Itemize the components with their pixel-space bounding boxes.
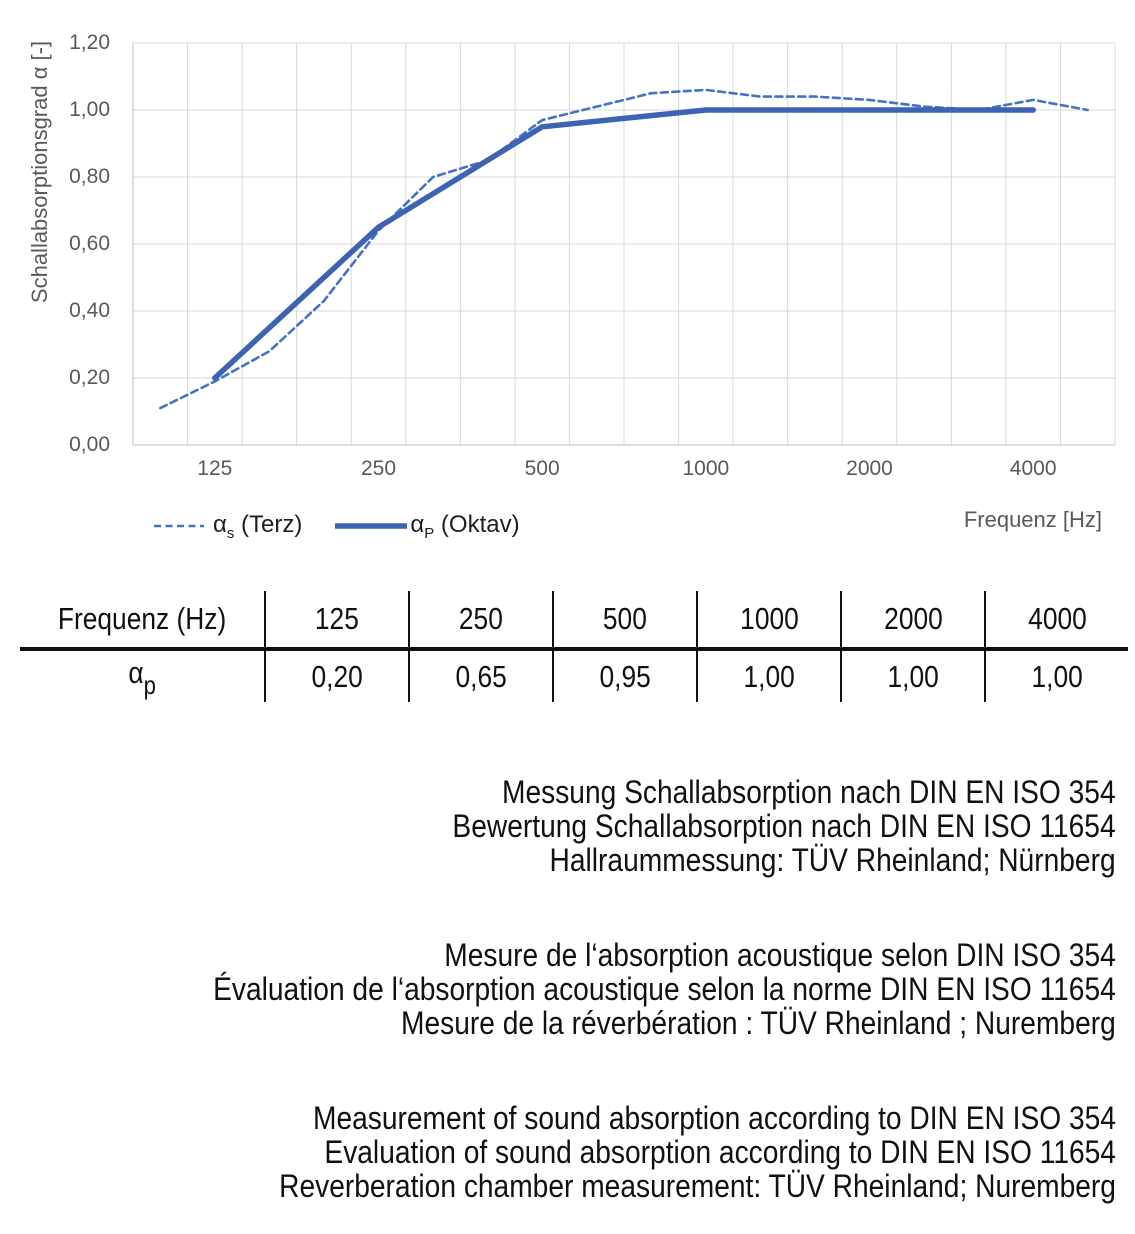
x-tick-label: 4000 bbox=[1009, 457, 1057, 480]
y-tick-label: 0,80 bbox=[69, 165, 110, 188]
note-line: Measurement of sound absorption according to DIN EN ISO 354 bbox=[313, 1100, 1116, 1136]
x-tick-label: 1000 bbox=[682, 457, 730, 480]
table-value-row-cell: 0,20 bbox=[264, 651, 408, 702]
note-line: Reverberation chamber measurement: TÜV Rheinland; Nuremberg bbox=[279, 1168, 1116, 1204]
note-line: Évaluation de l‘absorption acoustique selon la norme DIN EN ISO 11654 bbox=[213, 971, 1116, 1007]
y-tick-label: 0,20 bbox=[69, 366, 110, 389]
y-tick-label: 0,00 bbox=[69, 433, 110, 456]
note-line: Mesure de la réverbération : TÜV Rheinland ; Nuremberg bbox=[401, 1005, 1117, 1041]
x-tick-label: 2000 bbox=[846, 457, 893, 480]
y-tick-label: 0,40 bbox=[69, 299, 110, 322]
table-value-row bbox=[20, 651, 1128, 702]
solid-line-swatch-icon bbox=[334, 513, 408, 539]
y-axis-title: Schallabsorptionsgrad α [-] bbox=[27, 40, 52, 304]
notes-english bbox=[165, 1101, 1116, 1203]
table-value-row-cell: 1,00 bbox=[840, 651, 984, 702]
note-line: Messung Schallabsorption nach DIN EN ISO 354 bbox=[502, 774, 1116, 810]
table-header-row-label-cell: Frequenz (Hz) bbox=[57, 601, 227, 636]
legend-label-oktav: $\alpha_P$ (Oktav) bbox=[410, 511, 520, 542]
table-header-row-cell: 1000 bbox=[696, 591, 840, 647]
note-line: Mesure de l‘absorption acoustique selon DIN ISO 354 bbox=[444, 937, 1116, 973]
note-line: Hallraummessung: TÜV Rheinland; Nürnberg bbox=[549, 842, 1116, 878]
x-tick-label: 500 bbox=[524, 457, 560, 480]
legend-label-terz: $\alpha_s$ (Terz) bbox=[213, 511, 303, 542]
x-tick-label: 125 bbox=[197, 457, 233, 480]
table-value-row-cell: 1,00 bbox=[984, 651, 1128, 702]
table-header-row-cell: 2000 bbox=[840, 591, 984, 647]
y-tick-label: 1,00 bbox=[69, 98, 110, 121]
table-header-row bbox=[20, 591, 1128, 651]
table-value-row-cell: 0,65 bbox=[408, 651, 552, 702]
table-header-row-cell: 4000 bbox=[984, 591, 1128, 647]
table-value-row-label-cell: $\alpha_p$ bbox=[128, 655, 156, 700]
table-value-row-cell: 1,00 bbox=[696, 651, 840, 702]
y-tick-label: 1,20 bbox=[69, 31, 110, 54]
dashed-line-swatch-icon bbox=[153, 513, 205, 539]
x-axis-title: Frequenz [Hz] bbox=[963, 507, 1102, 532]
table-value-row-cell: 0,95 bbox=[552, 651, 696, 702]
table-header-row-cell: 250 bbox=[408, 591, 552, 647]
note-line: Bewertung Schallabsorption nach DIN EN ISO 11654 bbox=[452, 808, 1116, 844]
legend-item-oktav bbox=[334, 511, 519, 542]
notes-german bbox=[362, 775, 1116, 877]
legend-item-terz bbox=[153, 511, 302, 542]
x-tick-label: 250 bbox=[360, 457, 397, 480]
y-tick-label: 0,60 bbox=[69, 232, 110, 255]
chart-legend bbox=[153, 511, 520, 542]
notes-french bbox=[90, 938, 1116, 1040]
frequency-table bbox=[20, 591, 1128, 702]
table-header-row-cell: 500 bbox=[552, 591, 696, 647]
table-header-row-cell: 125 bbox=[264, 591, 408, 647]
note-line: Evaluation of sound absorption according to DIN EN ISO 11654 bbox=[324, 1134, 1116, 1170]
